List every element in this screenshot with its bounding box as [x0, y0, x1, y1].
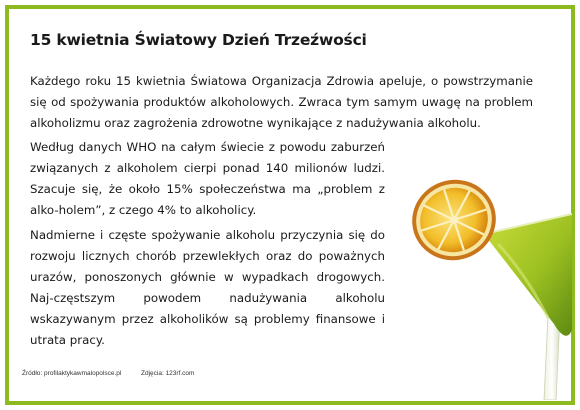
footer-source: Źródło: profilaktykawmalopolsce.pl [22, 370, 122, 377]
paragraph-consequences: Nadmierne i częste spożywanie alkoholu przyczynia się do rozwoju licznych chorób przewlekłych oraz do poważnych urazów, ponoszonych głównie w wypadkach drogowych. Naj-częstszym powodem nadużywania alkoholu wskazywanym przez alkoholików są problemy finansowe i utrata pracy. [30, 228, 385, 347]
cocktail-glass-with-lemon-slice-icon [398, 148, 572, 400]
paragraph-intro: Każdego roku 15 kwietnia Światowa Organizacja Zdrowia apeluje, o powstrzymanie się od spożywania produktów alkoholowych. Zwraca tym samym uwagę na problem alkoholizmu oraz zagrożenia zdrowotne wynikające z nadużywania alkoholu. [30, 74, 533, 130]
page-title: 15 kwietnia Światowy Dzień Trzeźwości [30, 31, 367, 49]
paragraph-who-data: Według danych WHO na całym świecie z powodu zaburzeń związanych z alkoholem cierpi ponad 140 milionów ludzi. Szacuje się, że około 15% społeczeństwa ma „problem z alko-holem”, z czego 4% to alkoholicy. [30, 140, 385, 217]
footer-photos-credit: Zdjęcia: 123rf.com [141, 370, 195, 377]
cocktail-illustration-svg [398, 148, 572, 400]
